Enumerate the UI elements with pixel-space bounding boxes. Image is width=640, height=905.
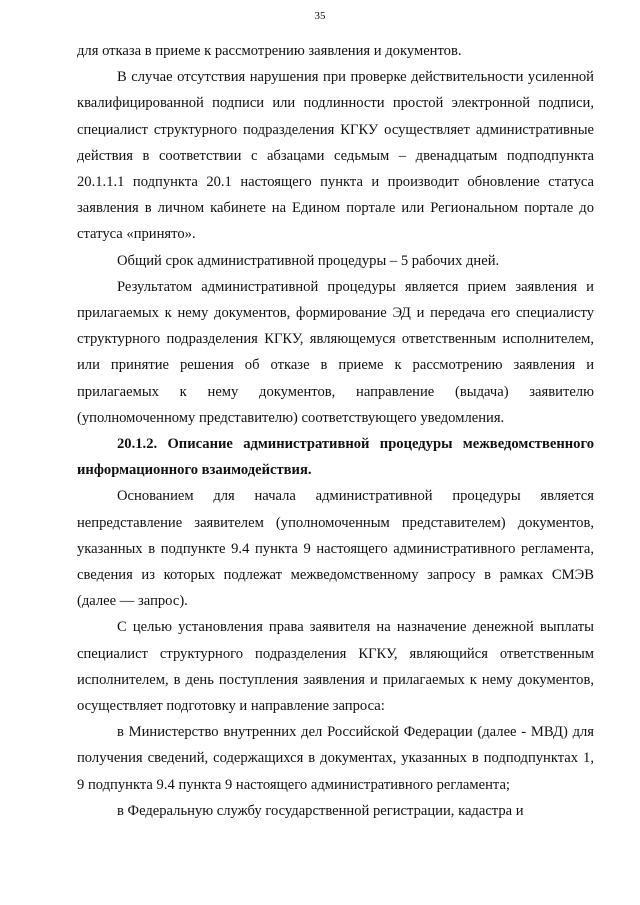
paragraph: Общий срок административной процедуры – 5 рабочих дней.	[117, 252, 500, 269]
paragraph: Результатом административной процедуры является прием заявления и прилагаемых к нему документов, формирование ЭД и передача его специалисту структурного подразделения КГКУ, являющемуся ответственным исполнителем, или принятие решения об отказе в приеме к рассмотрению заявления и прилагаемых к нему документов, направление (выдача) заявителю (уполномоченному представителю) соответствующего уведомления.	[77, 278, 594, 426]
paragraph: для отказа в приеме к рассмотрению заявления и документов.	[77, 43, 462, 59]
page-number: 35	[314, 10, 326, 22]
section-heading: 20.1.2. Описание административной процедуры межведомственного информационного взаимодействия.	[77, 436, 594, 479]
paragraph: в Федеральную службу государственной регистрации, кадастра и	[117, 802, 524, 819]
paragraph: С целью установления права заявителя на назначение денежной выплаты специалист структурного подразделения КГКУ, являющийся ответственным исполнителем, в день поступления заявления и прилагаемых к нему документов, осуществляет подготовку и направление запроса:	[77, 619, 594, 715]
document-body	[77, 38, 594, 824]
paragraph: в Министерство внутренних дел Российской Федерации (далее - МВД) для получения сведений, содержащихся в документах, указанных в подподпунктах 1, 9 подпункта 9.4 пункта 9 настоящего административного регламента;	[77, 724, 594, 793]
paragraph: Основанием для начала административной процедуры является непредставление заявителем (уполномоченным представителем) документов, указанных в подпункте 9.4 пункта 9 настоящего административного регламента, сведения из которых подлежат межведомственному запросу в рамках СМЭВ (далее — запрос).	[77, 488, 594, 610]
paragraph: В случае отсутствия нарушения при проверке действительности усиленной квалифицированной подписи или подлинности простой электронной подписи, специалист структурного подразделения КГКУ осуществляет административные действия в соответствии с абзацами седьмым – двенадцатым подподпункта 20.1.1.1 подпункта 20.1 настоящего пункта и производит обновление статуса заявления в личном кабинете на Едином портале или Региональном портале до статуса «принято».	[77, 69, 594, 243]
